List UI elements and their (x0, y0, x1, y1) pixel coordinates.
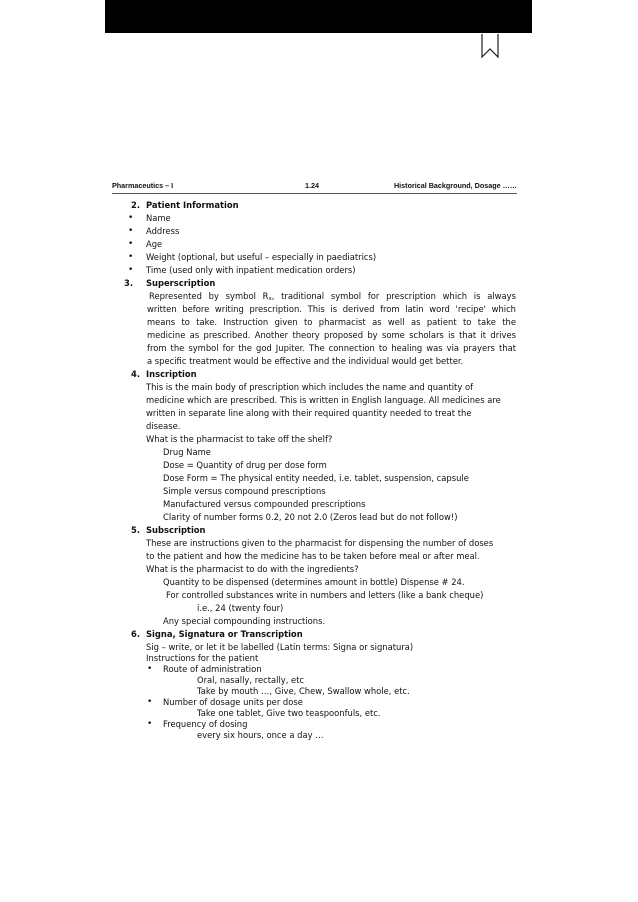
bullet-icon: • (128, 226, 134, 236)
section-title: Subscription (146, 525, 206, 535)
paragraph-text: This is the main body of prescription which includes the name and quantity of (146, 382, 474, 392)
paragraph-line (0, 641, 638, 652)
paragraph-text: to the patient and how the medicine has to be taken before meal or after meal. (146, 551, 480, 561)
list-item-text: Name (146, 213, 171, 223)
list-item (0, 264, 638, 277)
detail-text: Oral, nasally, rectally, etc (197, 675, 305, 685)
list-item-text: i.e., 24 (twenty four) (197, 603, 284, 613)
bullet-icon: • (128, 213, 134, 223)
bullet-icon: • (147, 697, 153, 707)
list-item (0, 251, 638, 264)
section-number: 4. (131, 369, 141, 379)
section-title: Signa, Signatura or Transcription (146, 629, 303, 639)
paragraph-text: What is the pharmacist to do with the ingredients? (146, 564, 359, 574)
paragraph-line (0, 381, 638, 394)
list-item (0, 589, 638, 602)
paragraph-line (0, 433, 638, 446)
list-item (0, 663, 638, 674)
list-item-detail (0, 685, 638, 696)
list-item-detail (0, 729, 638, 740)
paragraph-line (0, 394, 638, 407)
paragraph-line (0, 355, 638, 368)
paragraph-line (0, 329, 638, 342)
list-item (0, 225, 638, 238)
list-item-text: Number of dosage units per dose (163, 697, 303, 707)
list-item-text: Clarity of number forms 0.2, 20 not 2.0 (Zeros lead but do not follow!) (163, 512, 458, 522)
list-item (0, 696, 638, 707)
bullet-icon: • (128, 252, 134, 262)
list-item (0, 498, 638, 511)
list-item-text: Dose Form = The physical entity needed, i.e. tablet, suspension, capsule (163, 473, 469, 483)
bullet-icon: • (147, 719, 153, 729)
list-item-text: Frequency of dosing (163, 719, 248, 729)
list-item (0, 602, 638, 615)
section-title: Superscription (146, 278, 216, 288)
detail-text: Take one tablet, Give two teaspoonfuls, etc. (197, 708, 381, 718)
paragraph-line (0, 652, 638, 663)
paragraph-line (0, 290, 638, 303)
paragraph-text: means to take. Instruction given to pharmacist as well as patient to take the (147, 317, 516, 327)
bullet-icon: • (128, 265, 134, 275)
section-heading (0, 199, 638, 212)
list-item-text: Quantity to be dispensed (determines amount in bottle) Dispense # 24. (163, 577, 465, 587)
section-number: 2. (131, 200, 141, 210)
section-heading (0, 628, 638, 641)
list-item-text: Age (146, 239, 163, 249)
paragraph-text: These are instructions given to the pharmacist for dispensing the number of doses (146, 538, 494, 548)
list-item-detail (0, 707, 638, 718)
paragraph-text: medicine as prescribed. Another theory proposed by some scholars is that it drives (147, 330, 516, 340)
paragraph-line (0, 303, 638, 316)
section-heading (0, 277, 638, 290)
header-left: Pharmaceutics – I (112, 181, 174, 190)
list-item-text: Address (146, 226, 180, 236)
list-item (0, 718, 638, 729)
header-page-number: 1.24 (305, 181, 319, 190)
rx-subscript: x (268, 296, 272, 302)
detail-text: every six hours, once a day … (197, 730, 324, 740)
paragraph-text: disease. (146, 421, 181, 431)
header-right: Historical Background, Dosage …… (393, 181, 517, 190)
list-item-text: Simple versus compound prescriptions (163, 486, 326, 496)
list-item (0, 615, 638, 628)
list-item (0, 485, 638, 498)
paragraph-text: written before writing prescription. This is derived from latin word 'recipe' which (147, 304, 516, 314)
section-number: 5. (131, 525, 141, 535)
bullet-icon: • (128, 239, 134, 249)
paragraph-line (0, 342, 638, 355)
list-item-text: For controlled substances write in numbers and letters (like a bank cheque) (166, 590, 484, 600)
list-item (0, 212, 638, 225)
paragraph-line (0, 316, 638, 329)
paragraph-text: a specific treatment would be effective and the individual would get better. (147, 356, 464, 366)
detail-text: Take by mouth …, Give, Chew, Swallow whole, etc. (197, 686, 410, 696)
paragraph-text: written in separate line along with their required quantity needed to treat the (146, 408, 472, 418)
paragraph-line (0, 420, 638, 433)
list-item-text: Weight (optional, but useful – especially in paediatrics) (146, 252, 377, 262)
paragraph-line (0, 537, 638, 550)
paragraph-line (0, 550, 638, 563)
list-item (0, 446, 638, 459)
section-number: 3. (124, 278, 134, 288)
paragraph-text: Sig – write, or let it be labelled (Latin terms: Signa or signatura) (146, 642, 414, 652)
list-item-text: Route of administration (163, 664, 262, 674)
list-item-text: Drug Name (163, 447, 211, 457)
bookmark-icon[interactable] (480, 33, 500, 59)
page-content (0, 199, 638, 740)
section-heading (0, 524, 638, 537)
paragraph-line (0, 563, 638, 576)
list-item-text: Any special compounding instructions. (163, 616, 326, 626)
section-title: Inscription (146, 369, 197, 379)
list-item-text: Time (used only with inpatient medication orders) (146, 265, 356, 275)
paragraph-line (0, 407, 638, 420)
list-item (0, 511, 638, 524)
top-bar (105, 0, 532, 33)
paragraph-text: Instructions for the patient (146, 653, 259, 663)
section-title: Patient Information (146, 200, 239, 210)
paragraph-text: What is the pharmacist to take off the shelf? (146, 434, 333, 444)
list-item (0, 472, 638, 485)
page-header (112, 181, 517, 194)
list-item (0, 459, 638, 472)
bullet-icon: • (147, 664, 153, 674)
paragraph-text: medicine which are prescribed. This is written in English language. All medicines are (146, 395, 501, 405)
list-item-text: Manufactured versus compounded prescriptions (163, 499, 366, 509)
list-item-detail (0, 674, 638, 685)
list-item-text: Dose = Quantity of drug per dose form (163, 460, 327, 470)
list-item (0, 576, 638, 589)
paragraph-text: from the symbol for the god Jupiter. The connection to healing was via prayers that (147, 343, 516, 353)
paragraph-text: Represented by symbol Rx, traditional symbol for prescription which is always (149, 291, 516, 302)
section-number: 6. (131, 629, 141, 639)
list-item (0, 238, 638, 251)
section-heading (0, 368, 638, 381)
